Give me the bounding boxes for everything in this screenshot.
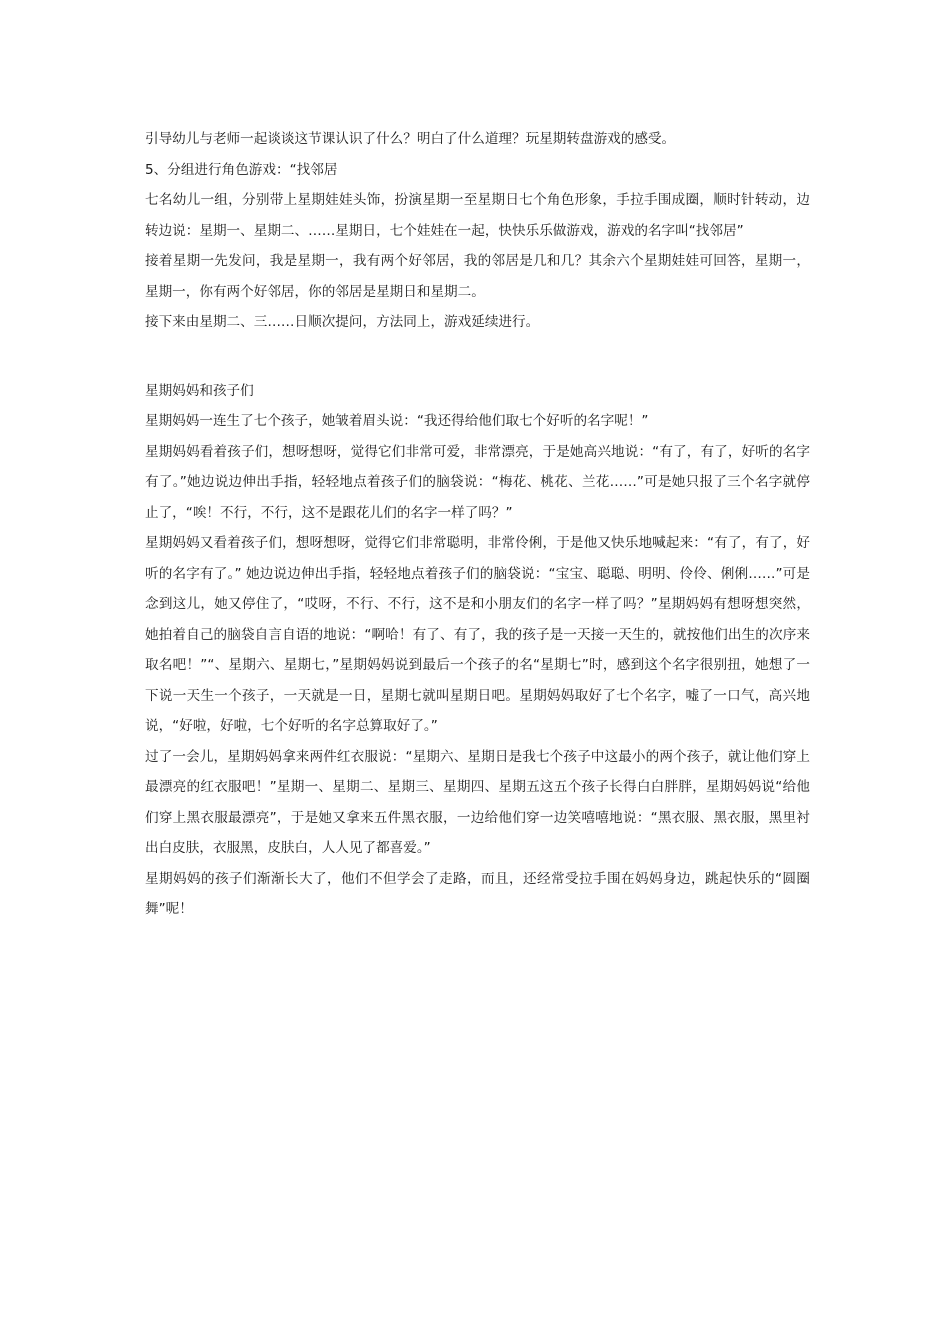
section-spacer xyxy=(145,338,810,376)
story-paragraph-4: 过了一会儿，星期妈妈拿来两件红衣服说：“星期六、星期日是我七个孩子中这最小的两个孩子，就让他们穿上最漂亮的红衣服吧！”星期一、星期二、星期三、星期四、星期五这五个孩子长得白白胖胖，星期妈妈说“给他们穿上黑衣服最漂亮”，于是她又拿来五件黑衣服，一边给他们穿一边笑嘻嘻地说：“黑衣服、黑衣服，黑里衬出白皮肤，衣服黑，皮肤白，人人见了都喜爱。” xyxy=(145,748,810,856)
story-paragraph-5: 星期妈妈的孩子们渐渐长大了，他们不但学会了走路，而且，还经常受拉手围在妈妈身边，跳起快乐的“圆圈舞”呢！ xyxy=(145,870,810,917)
paragraph-step-5-heading: 5、分组进行角色游戏：“找邻居 xyxy=(145,161,338,178)
paragraph-summary: 引导幼儿与老师一起谈谈这节课认识了什么？明白了什么道理？玩星期转盘游戏的感受。 xyxy=(145,131,676,147)
paragraph-game-continue: 接下来由星期二、三……日顺次提问，方法同上，游戏延续进行。 xyxy=(145,314,540,330)
story-title: 星期妈妈和孩子们 xyxy=(145,382,254,399)
story-paragraph-1: 星期妈妈一连生了七个孩子，她皱着眉头说：“我还得给他们取七个好听的名字呢！” xyxy=(145,413,649,429)
story-paragraph-2: 星期妈妈看着孩子们，想呀想呀，觉得它们非常可爱，非常漂亮，于是她高兴地说：“有了，有了，好听的名字有了。”她边说边伸出手指，轻轻地点着孩子们的脑袋说：“梅花、桃花、兰花……”可是她只报了三个名字就停止了，“唉！不行，不行，这不是跟花儿们的名字一样了吗？” xyxy=(145,443,810,521)
story-paragraph-3: 星期妈妈又看着孩子们，想呀想呀，觉得它们非常聪明，非常伶俐，于是他又快乐地喊起来：“有了，有了，好听的名字有了。” 她边说边伸出手指，轻轻地点着孩子们的脑袋说：“宝宝、聪聪、明明、伶伶、俐俐……”可是念到这儿，她又停住了，“哎呀，不行、不行，这不是和小朋友们的名字一样了吗？”星期妈妈有想呀想突然，她拍着自己的脑袋自言自语的地说：“啊哈！有了、有了，我的孩子是一天接一天生的，就按他们出生的次序来取名吧！”“、星期六、星期七，”星期妈妈说到最后一个孩子的名“星期七”时，感到这个名字很别扭，她想了一下说一天生一个孩子，一天就是一日，星期七就叫星期日吧。星期妈妈取好了七个名字，嘘了一口气，高兴地说，“好啦，好啦，七个好听的名字总算取好了。” xyxy=(145,535,810,734)
paragraph-game-dialogue: 接着星期一先发问，我是星期一，我有两个好邻居，我的邻居是几和几？其余六个星期娃娃可回答，星期一，星期一，你有两个好邻居，你的邻居是星期日和星期二。 xyxy=(145,253,810,300)
paragraph-game-rules: 七名幼儿一组，分别带上星期娃娃头饰，扮演星期一至星期日七个角色形象，手拉手围成圈，顺时针转动，边转边说：星期一、星期二、……星期日，七个娃娃在一起，快快乐乐做游戏，游戏的名字叫“找邻居” xyxy=(145,192,810,239)
document-body xyxy=(145,124,810,925)
